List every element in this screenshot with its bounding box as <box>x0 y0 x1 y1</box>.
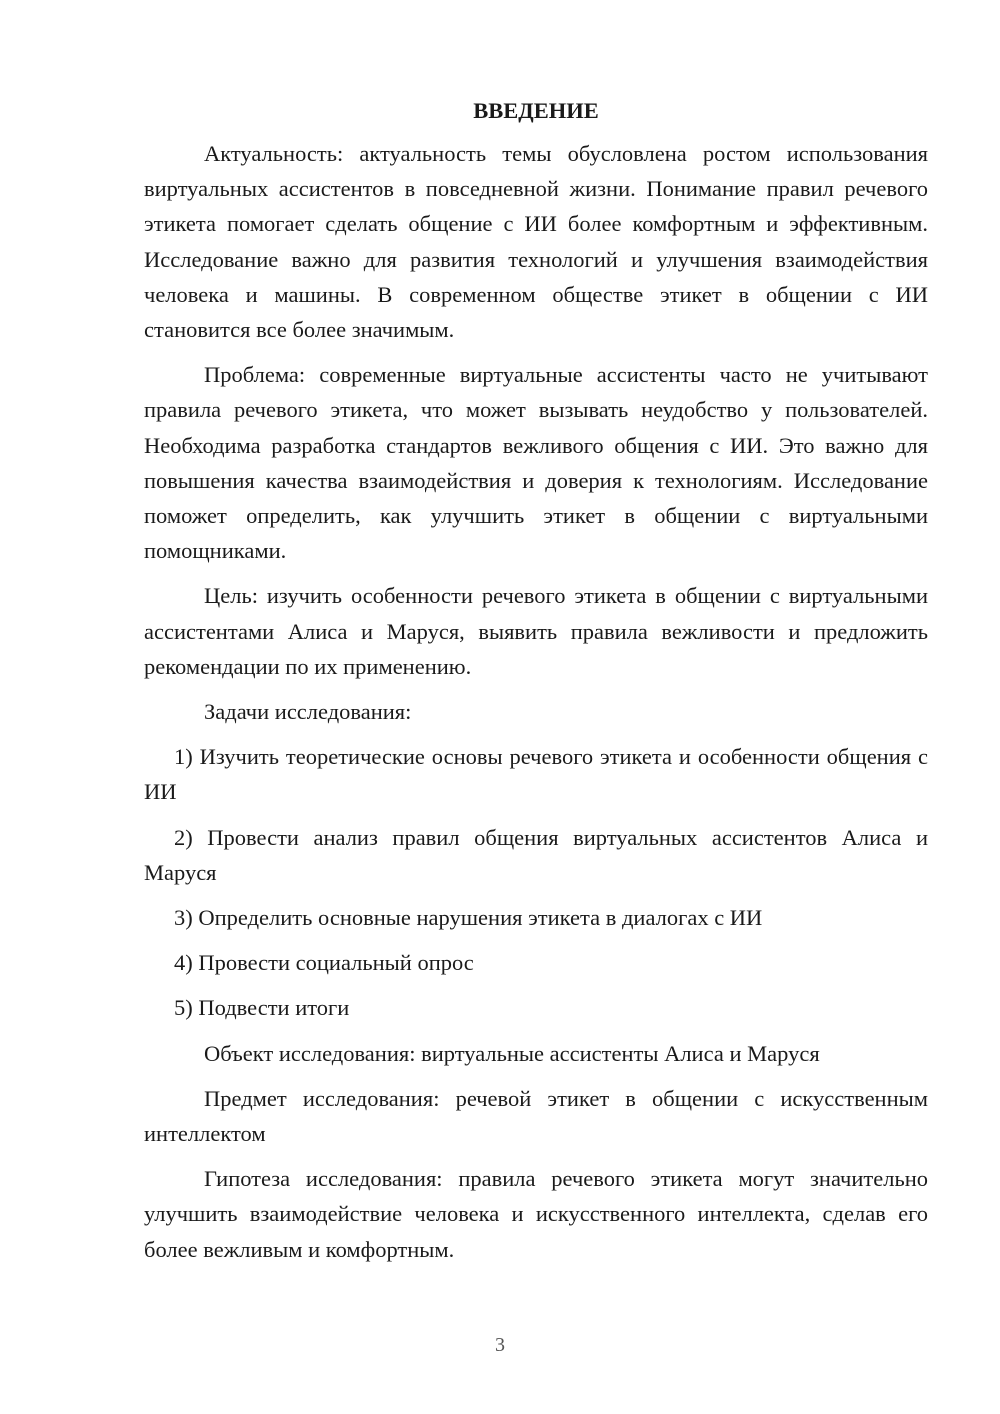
tasks-heading: Задачи исследования: <box>204 699 412 725</box>
object-paragraph: Объект исследования: виртуальные ассистенты Алиса и Маруся <box>204 1040 820 1066</box>
task-item-5: 5) Подвести итоги <box>174 995 350 1021</box>
page-content <box>144 96 928 1277</box>
task-item-3: 3) Определить основные нарушения этикета в диалогах с ИИ <box>174 905 763 931</box>
relevance-paragraph: Актуальность: актуальность темы обусловлена ростом использования виртуальных ассистентов в повседневной жизни. Понимание правил речевого этикета помогает сделать общение с ИИ более комфортным и эффективным. Исследование важно для развития технологий и улучшения взаимодействия человека и машины. В современном обществе этикет в общении с ИИ становится все более значимым. <box>144 141 928 343</box>
page-number: 3 <box>495 1334 505 1356</box>
subject-paragraph: Предмет исследования: речевой этикет в общении с искусственным интеллектом <box>144 1085 928 1147</box>
task-item-1: 1) Изучить теоретические основы речевого этикета и особенности общения с ИИ <box>144 744 928 805</box>
section-title: ВВЕДЕНИЕ <box>473 98 599 123</box>
goal-paragraph: Цель: изучить особенности речевого этикета в общении с виртуальными ассистентами Алиса и Маруся, выявить правила вежливости и предложить рекомендации по их применению. <box>144 583 928 679</box>
task-item-4: 4) Провести социальный опрос <box>174 950 474 976</box>
task-item-2: 2) Провести анализ правил общения виртуальных ассистентов Алиса и Маруся <box>144 824 928 885</box>
hypothesis-paragraph: Гипотеза исследования: правила речевого этикета могут значительно улучшить взаимодействие человека и искусственного интеллекта, сделав его более вежливым и комфортным. <box>144 1166 928 1262</box>
problem-paragraph: Проблема: современные виртуальные ассистенты часто не учитывают правила речевого этикета, что может вызывать неудобство у пользователей. Необходима разработка стандартов вежливого общения с ИИ. Это важно для повышения качества взаимодействия и доверия к технологиям. Исследование поможет определить, как улучшить этикет в общении с виртуальными помощниками. <box>144 362 928 564</box>
